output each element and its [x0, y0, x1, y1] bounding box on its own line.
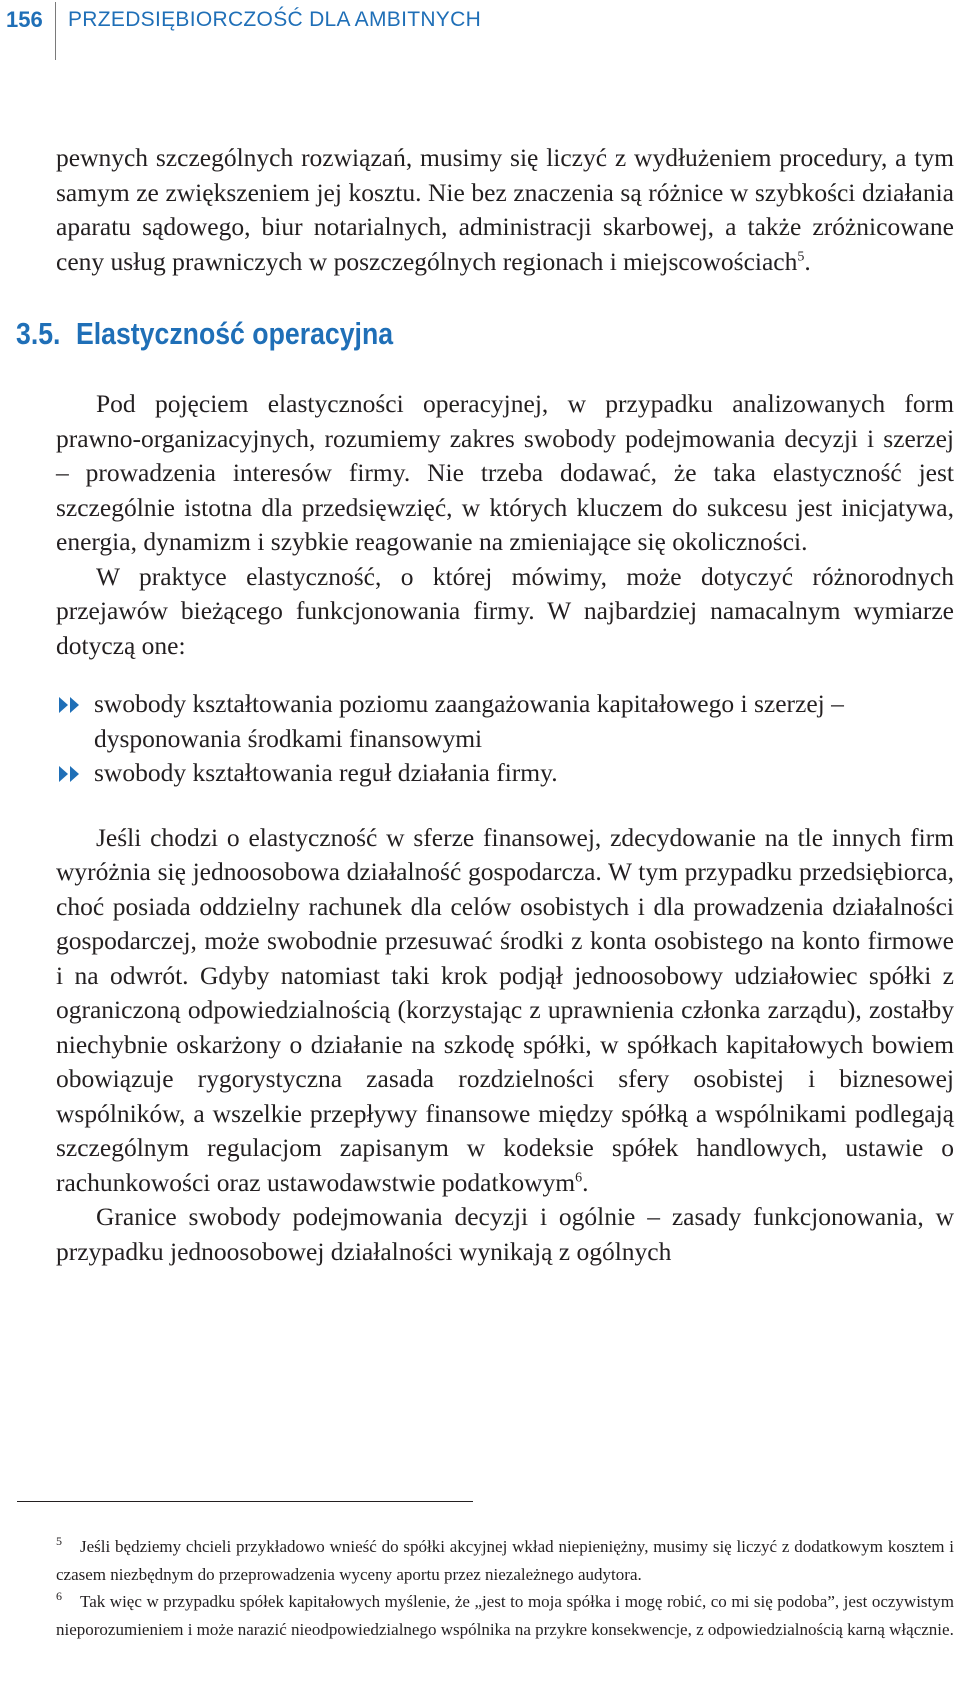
page-header	[0, 0, 960, 60]
running-title: PRZEDSIĘBIORCZOŚĆ DLA AMBITNYCH	[68, 8, 482, 31]
footnote-ref-6: 6	[575, 1170, 583, 1185]
intro-paragraph	[56, 141, 954, 279]
page-number: 156	[6, 7, 43, 32]
spacer	[56, 791, 954, 821]
body-paragraph: Pod pojęciem elastyczności operacyjnej, w przypadku analizowanych form prawno-organizacyjnych, rozumiemy zakres swobody podejmowania decyzji i szerzej – prowadzenia interesów firmy. Nie trzeba dodawać, że taka elastyczność jest szczególnie istotna dla przedsięwzięć, w których kluczem do sukcesu jest inicjatywa, energia, dynamizm i szybkie reagowanie na zmieniające się okoliczności.	[56, 389, 954, 556]
section-heading	[16, 309, 823, 359]
list-item-text: swobody kształtowania poziomu zaangażowania kapitałowego i szerzej – dysponowania środkami finansowymi	[94, 689, 844, 753]
footnote-mark: 5	[56, 1534, 62, 1548]
spacer	[56, 359, 954, 387]
footnote-separator	[17, 1501, 473, 1502]
section-title: Elastyczność operacyjna	[75, 316, 394, 351]
list-item-text: swobody kształtowania reguł działania firmy.	[94, 758, 558, 787]
intro-end: .	[804, 246, 811, 276]
list-item	[56, 687, 954, 756]
footnotes	[56, 1533, 954, 1643]
double-chevron-right-icon	[56, 764, 86, 784]
page-body	[16, 141, 954, 1269]
paragraph-end: .	[582, 1167, 589, 1197]
section-number: 3.5.	[16, 316, 61, 351]
paragraph-text: Jeśli chodzi o elastyczność w sferze finansowej, zdecydowanie na tle innych firm wyróżnia się jednoosobowa działalność gospodarcza. W tym przypadku przedsiębiorca, choć posiada oddzielny rachunek dla celów osobistych i dla prowadzenia działalności gospodarczej, może swobodnie przesuwać środki z konta osobistego na konto firmowe i na odwrót. Gdyby natomiast taki krok podjął jednoosobowy udziałowiec spółki z ograniczoną odpowiedzialnością (korzystając z uprawnienia członka zarządu), zostałby niechybnie oskarżony o działanie na szkodę spółki, w spółkach kapitałowych bowiem obowiązuje rygorystyczna zasada rozdzielności sfery osobistej i biznesowej wspólników, a wszelkie przepływy finansowe między spółką a wspólnikami podlegają szczególnym regulacjom zapisanym w kodeksie spółek handlowych, ustawie o rachunkowości oraz ustawodawstwie podatkowym	[56, 822, 954, 1197]
double-chevron-right-icon	[56, 695, 86, 715]
body-paragraph: Granice swobody podejmowania decyzji i ogólnie – zasady funkcjonowania, w przypadku jednoosobowej działalności wynikają z ogólnych	[56, 1202, 954, 1266]
footnote	[56, 1588, 954, 1643]
body-paragraph: W praktyce elastyczność, o której mówimy, może dotyczyć różnorodnych przejawów bieżącego funkcjonowania firmy. W najbardziej namacalnym wymiarze dotyczą one:	[56, 561, 954, 660]
list-item	[56, 756, 954, 791]
footnote-text: Jeśli będziemy chcieli przykładowo wnieść do spółki akcyjnej wkład niepieniężny, musimy się liczyć z dodatkowym kosztem i czasem niezbędnym do przeprowadzenia wyceny aportu przez niezależnego audytora.	[56, 1537, 954, 1584]
footnote-text: Tak więc w przypadku spółek kapitałowych myślenie, że „jest to moja spółka i mogę robić, co mi się podoba”, jest oczywistym nieporozumieniem i może narazić nieodpowiedzialnego wspólnika na przykre konsekwencje, z odpowiedzialnością karną włącznie.	[56, 1592, 954, 1639]
body-paragraph	[56, 821, 954, 1201]
footnote	[56, 1533, 954, 1588]
footnote-mark: 6	[56, 1589, 62, 1603]
footnote-ref-5: 5	[797, 249, 805, 264]
bullet-list	[56, 687, 954, 791]
intro-text: pewnych szczególnych rozwiązań, musimy się liczyć z wydłużeniem procedury, a tym samym ze zwiększeniem jej kosztu. Nie bez znaczenia są różnice w szybkości działania aparatu sądowego, biur notarialnych, administracji skarbowej, a także zróżnicowane ceny usług prawniczych w poszczególnych regionach i miejscowościach	[56, 143, 954, 276]
header-divider	[55, 2, 56, 60]
